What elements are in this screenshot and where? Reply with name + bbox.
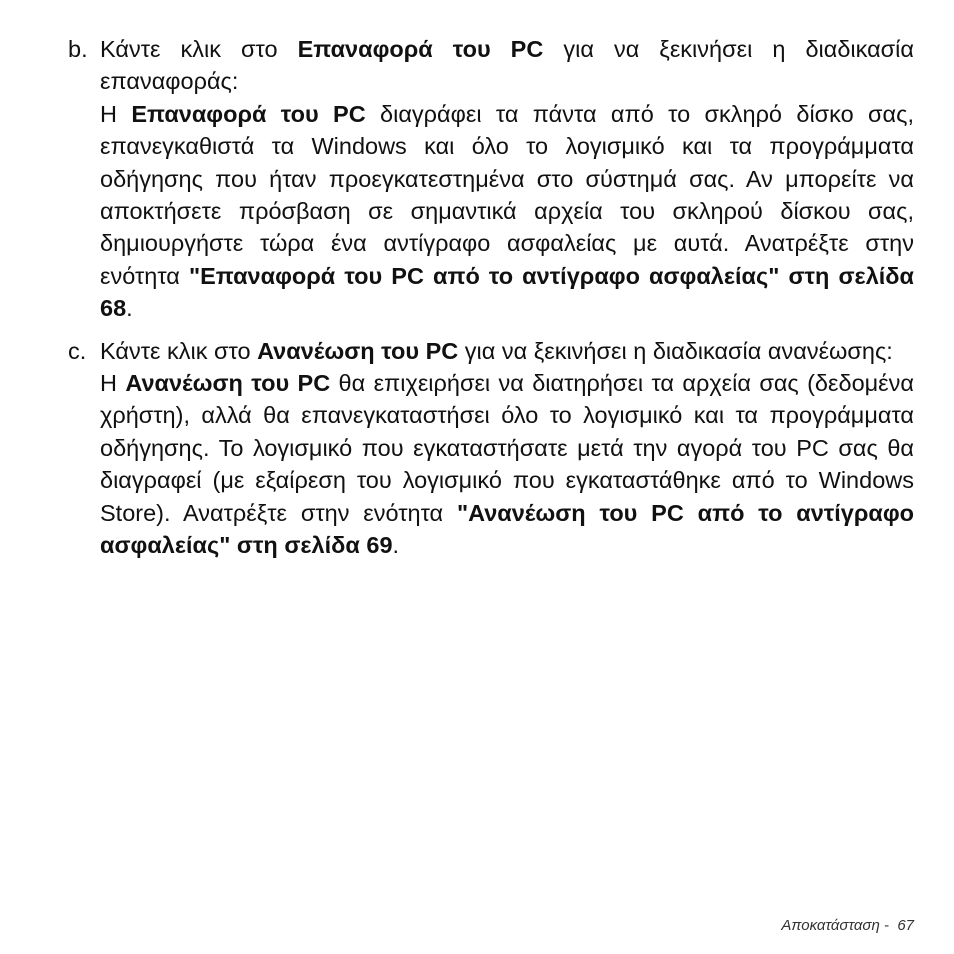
page-number: 67 [897,917,914,934]
step-body [100,335,914,562]
ui-term: Ανανέωση του PC [125,370,331,397]
cross-reference-link[interactable]: "Ανανέωση του PC από το αντίγραφο ασφαλείας" στη σελίδα 69 [100,499,914,559]
cross-reference-link[interactable]: "Επαναφορά του PC από το αντίγραφο ασφαλείας" στη σελίδα 68 [100,262,914,322]
step-marker: b. [68,36,88,62]
ui-term: Ανανέωση του PC [257,337,459,364]
page-footer [781,917,914,934]
step-detail: Η Επαναφορά του PC διαγράφει τα πάντα από το σκληρό δίσκο σας, επανεγκαθιστά τα Windows και όλο το λογισμικό και τα προγράμματα οδήγησης που ήταν προεγκατεστημένα στο σύστημά σας. Αν μπορείτε να αποκτήσετε πρόσβαση σε σημαντικά αρχεία του σκληρού δίσκου σας, δημιουργήστε τώρα ένα αντίγραφο ασφαλείας με αυτά. Ανατρέξτε στην ενότητα "Επαναφορά του PC από το αντίγραφο ασφαλείας" στη σελίδα 68. [100,100,914,322]
step-marker: c. [68,337,87,364]
step-c [68,335,914,562]
ui-term: Επαναφορά του PC [131,100,366,127]
step-body [100,33,914,325]
step-intro: Κάντε κλικ στο Ανανέωση του PC για να ξεκινήσει η διαδικασία ανανέωσης: [100,337,893,364]
step-detail: Η Ανανέωση του PC θα επιχειρήσει να διατηρήσει τα αρχεία σας (δεδομένα χρήστη), αλλά θα επανεγκαταστήσει όλο το λογισμικό και τα προγράμματα οδήγησης. Το λογισμικό που εγκαταστήσατε μετά την αγορά του PC σας θα διαγραφεί (με εξαίρεση του λογισμικό που εγκαταστάθηκε από το Windows Store). Ανατρέξτε στην ενότητα "Ανανέωση του PC από το αντίγραφο ασφαλείας" στη σελίδα 69. [100,370,914,559]
footer-section-title: Αποκατάσταση - [781,917,898,934]
document-content [68,33,914,562]
step-b [68,33,914,325]
step-intro: Κάντε κλικ στο Επαναφορά του PC για να ξεκινήσει η διαδικασία επαναφοράς: [100,36,914,95]
ui-term: Επαναφορά του PC [297,36,544,62]
